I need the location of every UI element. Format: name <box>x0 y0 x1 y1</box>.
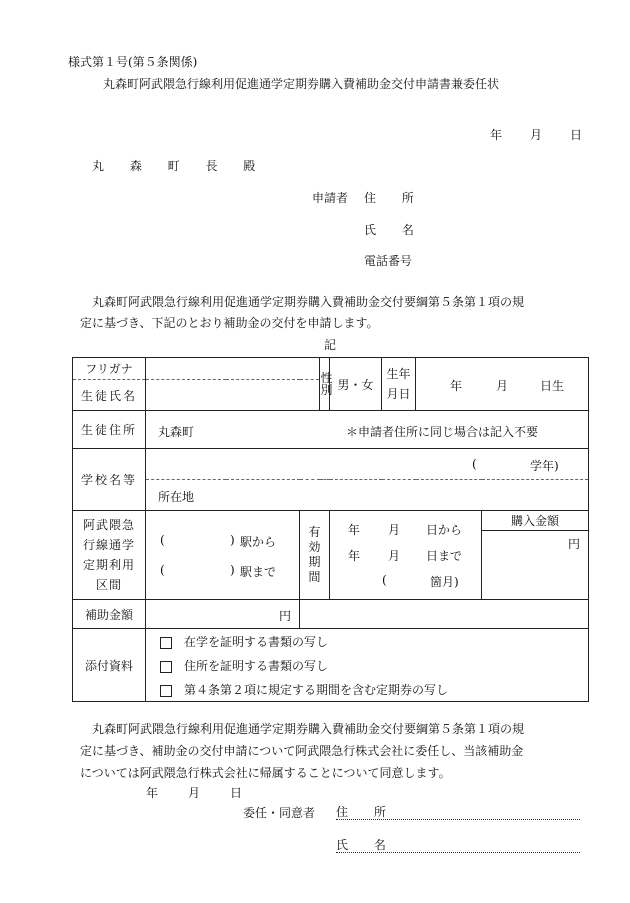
validity-to: 日まで <box>426 549 463 563</box>
purchase-amount-input[interactable] <box>482 531 589 600</box>
to-station-suffix: 駅まで <box>240 565 277 579</box>
to-close: ) <box>230 563 235 577</box>
checkbox-icon[interactable] <box>160 685 172 697</box>
months-unit: 箇月) <box>430 575 459 589</box>
to-open: ( <box>160 563 165 577</box>
date-year: 年 <box>490 128 503 142</box>
subsidy-amount-label: 補助金額 <box>73 600 146 629</box>
subsidy-amount-input[interactable] <box>146 600 300 629</box>
consent-address-field[interactable] <box>336 803 580 820</box>
grade-open: ( <box>472 457 477 471</box>
checkbox-icon[interactable] <box>160 637 172 649</box>
gender-label: 性別 <box>320 358 330 411</box>
birth-year-unit: 年 <box>450 379 463 393</box>
purchase-yen: 円 <box>568 537 581 551</box>
validity-from: 日から <box>426 523 463 537</box>
delegation-day: 日 <box>230 786 243 800</box>
furigana-label: フリガナ <box>73 358 146 380</box>
form-number: 様式第１号(第５条関係) <box>68 55 198 69</box>
attachment-item-3[interactable] <box>160 681 448 698</box>
attachments-label: 添付資料 <box>73 629 146 702</box>
student-address-label: 生徒住所 <box>73 411 146 449</box>
date-month: 月 <box>530 128 543 142</box>
attachment-item-2[interactable] <box>160 657 328 674</box>
consent-name-label: 氏 名 <box>336 838 397 852</box>
route-stations[interactable] <box>146 511 300 600</box>
consent-address-label: 住 所 <box>336 805 397 819</box>
delegation-line-2: 定に基づき、補助金の交付申請について阿武隈急行株式会社に委任し、当該補助金 <box>80 744 524 758</box>
date-day: 日 <box>570 128 583 142</box>
from-open: ( <box>160 533 165 547</box>
intro-line-2: 定に基づき、下記のとおり補助金の交付を申請します。 <box>80 316 379 330</box>
validity-input[interactable] <box>330 511 482 600</box>
consent-name-field[interactable] <box>336 836 580 853</box>
school-location-label: 所在地 <box>158 490 195 504</box>
subsidy-blank <box>300 600 589 629</box>
applicant-phone-label: 電話番号 <box>364 254 413 268</box>
consent-label: 委任・同意者 <box>243 806 316 820</box>
delegation-line-1: 丸森町阿武隈急行線利用促進通学定期券購入費補助金交付要綱第５条第１項の規 <box>92 722 525 736</box>
checkbox-icon[interactable] <box>160 661 172 673</box>
validity-month-2: 月 <box>388 549 401 563</box>
attachment-label-1: 在学を証明する書類の写し <box>184 635 329 649</box>
address-note: ＊申請者住所に同じ場合は記入不要 <box>346 425 539 439</box>
delegation-year: 年 <box>146 786 159 800</box>
attachment-item-1[interactable] <box>160 633 328 650</box>
from-station-suffix: 駅から <box>240 535 277 549</box>
subsidy-yen: 円 <box>278 609 291 623</box>
validity-year-2: 年 <box>348 549 361 563</box>
validity-label: 有効期間 <box>300 511 330 600</box>
grade-unit: 学年) <box>530 459 559 473</box>
student-name-input[interactable] <box>146 380 320 411</box>
applicant-address-label: 住 所 <box>364 191 425 205</box>
applicant-label: 申請者 <box>312 191 349 205</box>
purchase-amount-label: 購入金額 <box>482 511 589 531</box>
delegation-month: 月 <box>188 786 201 800</box>
birthdate-label: 生年月日 <box>382 358 416 411</box>
from-close: ) <box>230 533 235 547</box>
addressee: 丸 森 町 長 殿 <box>92 159 267 173</box>
validity-year-1: 年 <box>348 523 361 537</box>
application-table <box>72 357 589 702</box>
applicant-name-label: 氏 名 <box>364 223 425 237</box>
school-location-input[interactable] <box>146 480 589 511</box>
ki-heading: 記 <box>324 338 337 352</box>
school-name-input[interactable] <box>146 449 589 480</box>
delegation-line-3: については阿武隈急行株式会社に帰属することについて同意します。 <box>80 766 451 780</box>
student-address-input[interactable] <box>146 411 589 449</box>
gender-select[interactable]: 男・女 <box>330 358 382 411</box>
address-prefix: 丸森町 <box>158 425 195 439</box>
attachment-label-2: 住所を証明する書類の写し <box>184 659 329 673</box>
validity-month-1: 月 <box>388 523 401 537</box>
furigana-input[interactable] <box>146 358 320 380</box>
birth-month-unit: 月 <box>496 379 509 393</box>
school-label: 学校名等 <box>73 449 146 511</box>
route-label: 阿武隈急行線通学定期利用区間 <box>73 511 146 600</box>
student-name-label: 生徒氏名 <box>73 380 146 411</box>
attachment-label-3: 第４条第２項に規定する期間を含む定期券の写し <box>184 683 449 697</box>
attachments-list <box>146 629 589 702</box>
birth-day-unit: 日生 <box>540 379 565 393</box>
intro-line-1: 丸森町阿武隈急行線利用促進通学定期券購入費補助金交付要綱第５条第１項の規 <box>92 295 525 309</box>
months-open: ( <box>382 573 387 587</box>
form-title: 丸森町阿武隈急行線利用促進通学定期券購入費補助金交付申請書兼委任状 <box>103 77 500 91</box>
birthdate-input[interactable] <box>416 358 589 411</box>
